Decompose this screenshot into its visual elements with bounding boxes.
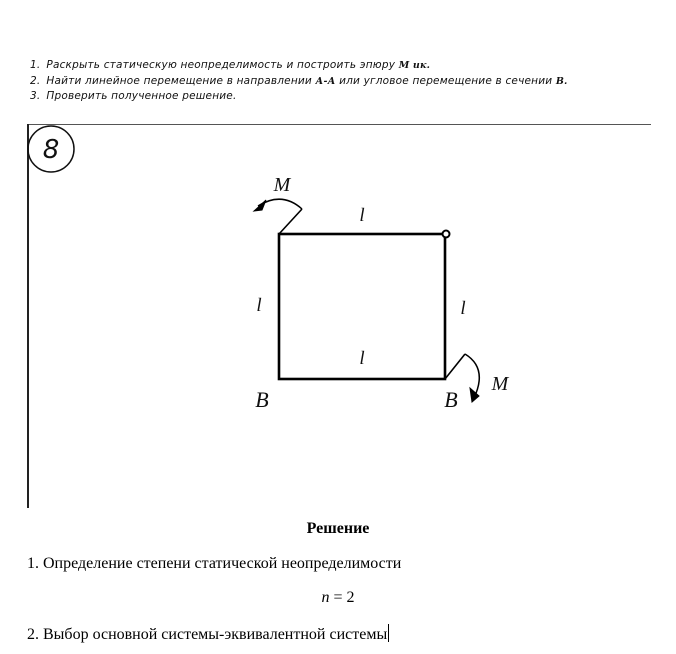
length-label-left: l bbox=[256, 295, 262, 316]
text-cursor bbox=[388, 624, 389, 642]
formula-variable: n bbox=[321, 589, 330, 606]
length-label-bottom: l bbox=[359, 348, 365, 369]
task-symbol: М ик. bbox=[398, 60, 431, 71]
moment-stub-bottom bbox=[445, 354, 465, 379]
length-label-right: l bbox=[460, 298, 466, 319]
variant-number: 8 bbox=[42, 135, 60, 165]
moment-arrowhead-top bbox=[254, 200, 266, 211]
task-symbol: В. bbox=[555, 75, 568, 87]
solution-step-1: 1. Определение степени статической неопределимости bbox=[27, 555, 402, 572]
section-label-left: B bbox=[255, 387, 269, 412]
solution-title: Решение bbox=[306, 520, 370, 537]
formula bbox=[0, 589, 676, 607]
solution-step-2-text: 2. Выбор основной системы-эквивалентной системы bbox=[27, 626, 388, 643]
task-text-continued: или угловое перемещение в сечении bbox=[339, 74, 553, 87]
formula-value: = 2 bbox=[329, 589, 355, 606]
section-label-right: B bbox=[444, 387, 458, 412]
solution-step-2[interactable] bbox=[27, 624, 389, 644]
task-number: 1. bbox=[30, 59, 41, 71]
task-text: Найти линейное перемещение в направлении bbox=[46, 74, 312, 87]
moment-label-bottom: M bbox=[491, 373, 509, 395]
task-number: 3. bbox=[30, 90, 41, 102]
hinge-joint bbox=[443, 231, 450, 238]
task-symbol: А-А bbox=[315, 75, 336, 87]
task-text: Раскрыть статическую неопределимость и построить эпюру bbox=[46, 59, 396, 71]
moment-stub-top bbox=[279, 209, 302, 234]
length-label-top: l bbox=[359, 205, 365, 226]
task-number: 2. bbox=[30, 74, 41, 87]
task-text: Проверить полученное решение. bbox=[46, 90, 237, 102]
moment-label-top: M bbox=[273, 174, 291, 196]
